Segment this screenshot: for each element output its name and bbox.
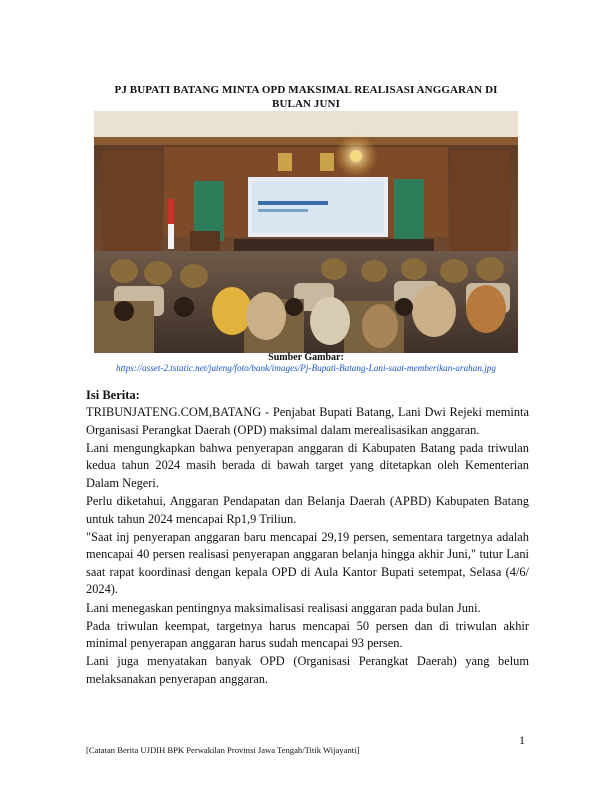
article-paragraph: Perlu diketahui, Anggaran Pendapatan dan Belanja Daerah (APBD) Kabupaten Batang untuk tahun 2024 mencapai Rp1,9 Triliun. (86, 493, 529, 526)
image-source-link[interactable]: https://asset-2.tstatic.net/jateng/foto/bank/images/Pj-Bupati-Batang-Lani-saat-memberikan-arahan.jpg (116, 363, 496, 373)
page-number: 1 (519, 733, 525, 747)
meeting-room-photo (94, 111, 518, 353)
section-heading: Isi Berita: (86, 388, 140, 402)
article-paragraph: Lani mengungkapkan bahwa penyerapan anggaran di Kabupaten Batang pada triwulan kedua tahun 2024 masih berada di bawah target yang ditetapkan oleh Kementerian Dalam Negeri. (86, 440, 529, 490)
article-paragraph: Lani menegaskan pentingnya maksimalisasi realisasi anggaran pada bulan Juni. (86, 600, 481, 615)
article-paragraph: TRIBUNJATENG.COM,BATANG - Penjabat Bupati Batang, Lani Dwi Rejeki meminta Organisasi Perangkat Daerah (OPD) maksimal dalam merealisasikan anggaran. (86, 405, 529, 437)
article-paragraph: Pada triwulan keempat, targetnya harus mencapai 50 persen dan di triwulan akhir minimal penyerapan anggaran harus sudah mencapai 93 persen. (86, 618, 529, 651)
article-title-line-1: PJ BUPATI BATANG MINTA OPD MAKSIMAL REALISASI ANGGARAN DI (114, 84, 498, 96)
article-paragraph: Lani juga menyatakan banyak OPD (Organisasi Perangkat Daerah) yang belum melaksanakan penyerapan anggaran. (86, 654, 529, 686)
article-title (92, 84, 520, 111)
image-caption-label: Sumber Gambar: (268, 352, 344, 363)
meeting-room-illustration (94, 111, 518, 353)
article-title-line-2: BULAN JUNI (272, 97, 340, 110)
footer-note: [Catatan Berita UJDIH BPK Perwakilan Provinsi Jawa Tengah/Titik Wijayanti] (86, 745, 360, 755)
article-paragraph: "Saat inj penyerapan anggaran baru mencapai 29,19 persen, sementara targetnya adalah mencapai 40 persen realisasi penyerapan anggaran belanja hingga akhir Juni," tutur Lani saat rapat koordinasi dengan kepala OPD di Aula Kantor Bupati setempat, Selasa (4/6/ 2024). (86, 529, 529, 597)
article-body (86, 404, 529, 689)
